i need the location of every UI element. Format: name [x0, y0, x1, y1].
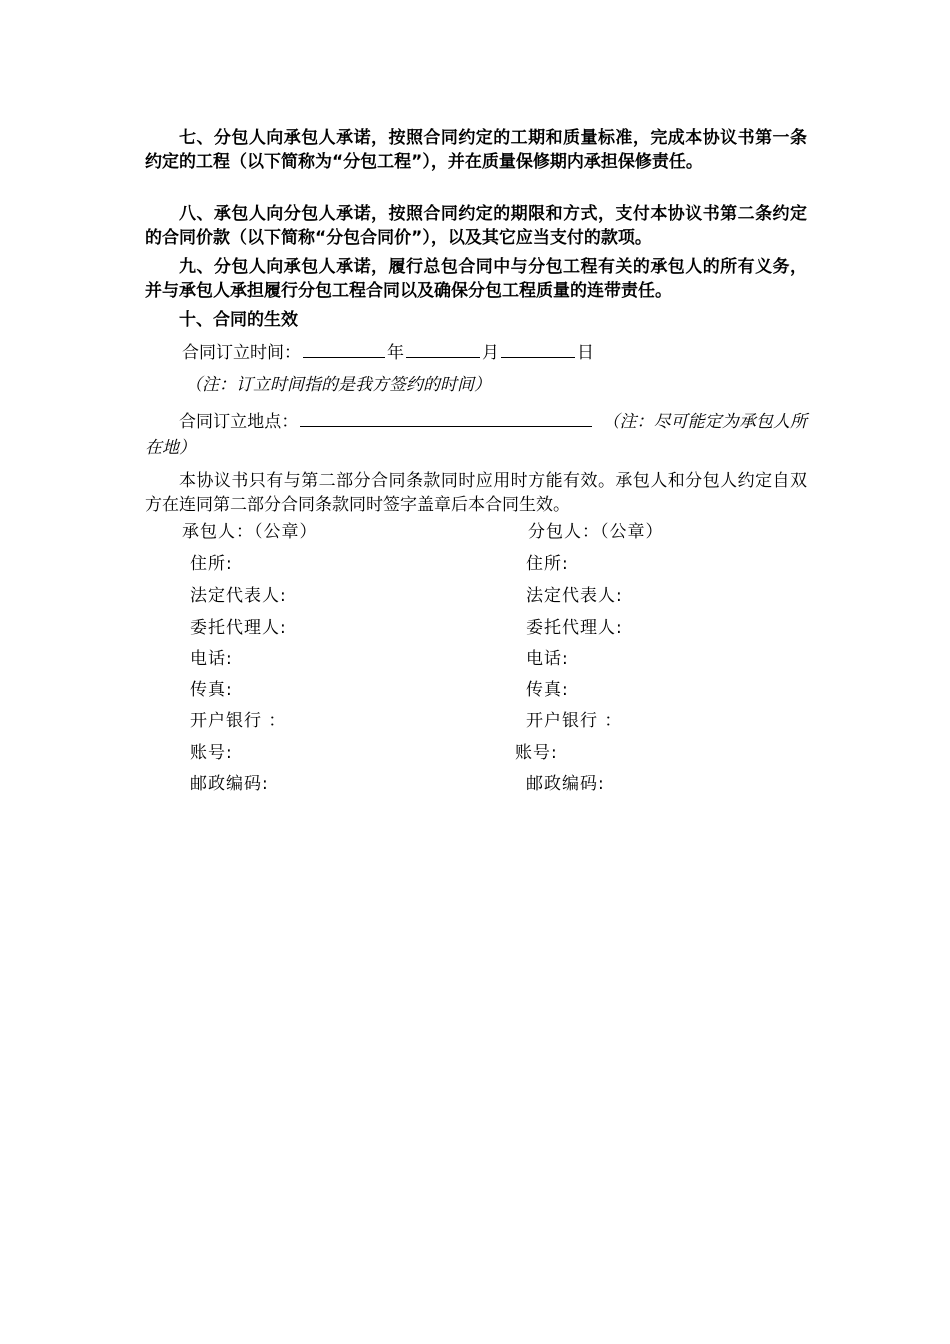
- subcontractor-phone: 电话:: [526, 649, 569, 669]
- contractor-agent: 委托代理人:: [190, 618, 287, 638]
- contractor-legal-rep: 法定代表人:: [190, 586, 287, 606]
- year-label: 年: [387, 343, 404, 363]
- contractor-account: 账号:: [190, 743, 233, 763]
- signing-time-note: （注：订立时间指的是我方签约的时间）: [185, 375, 491, 395]
- year-blank[interactable]: [303, 339, 385, 358]
- contractor-fax: 传真:: [190, 680, 233, 700]
- subcontractor-postcode: 邮政编码:: [526, 774, 605, 794]
- subcontractor-bank: 开户银行 ：: [526, 711, 623, 731]
- effect-paragraph: 本协议书只有与第二部分合同条款同时应用时方能有效。承包人和分包人约定自双方在连同第二部分合同条款同时签字盖章后本合同生效。: [145, 471, 807, 515]
- month-blank[interactable]: [406, 339, 480, 358]
- place-blank[interactable]: [300, 408, 592, 427]
- contractor-bank: 开户银行 ：: [190, 711, 287, 731]
- signing-time-line: [182, 339, 594, 365]
- clause-seven: 七、分包人向承包人承诺，按照合同约定的工期和质量标准，完成本协议书第一条约定的工程（以下简称为“分包工程”），并在质量保修期内承担保修责任。: [145, 128, 807, 172]
- contractor-title: 承包人：（公章）: [182, 522, 318, 542]
- subcontractor-agent: 委托代理人:: [526, 618, 623, 638]
- subcontractor-fax: 传真:: [526, 680, 569, 700]
- day-label: 日: [577, 343, 594, 363]
- signing-place-line: [145, 408, 807, 461]
- day-blank[interactable]: [501, 339, 575, 358]
- month-label: 月: [482, 343, 499, 363]
- contractor-address: 住所:: [190, 554, 233, 574]
- clause-eight: 八、承包人向分包人承诺，按照合同约定的期限和方式，支付本协议书第二条约定的合同价款（以下简称“分包合同价”），以及其它应当支付的款项。: [145, 204, 807, 248]
- clause-ten: 十、合同的生效: [179, 310, 298, 330]
- subcontractor-title: 分包人：（公章）: [528, 522, 664, 542]
- signing-place-note: （注：尽可能定为承包人所在地）: [145, 412, 808, 458]
- subcontractor-account: 账号:: [515, 743, 558, 763]
- signing-time-label: 合同订立时间：: [182, 343, 301, 363]
- clause-nine: 九、分包人向承包人承诺，履行总包合同中与分包工程有关的承包人的所有义务，并与承包人承担履行分包工程合同以及确保分包工程质量的连带责任。: [145, 257, 807, 301]
- subcontractor-legal-rep: 法定代表人:: [526, 586, 623, 606]
- subcontractor-address: 住所:: [526, 554, 569, 574]
- contractor-phone: 电话:: [190, 649, 233, 669]
- signing-place-label: 合同订立地点：: [179, 412, 299, 432]
- contractor-postcode: 邮政编码:: [190, 774, 269, 794]
